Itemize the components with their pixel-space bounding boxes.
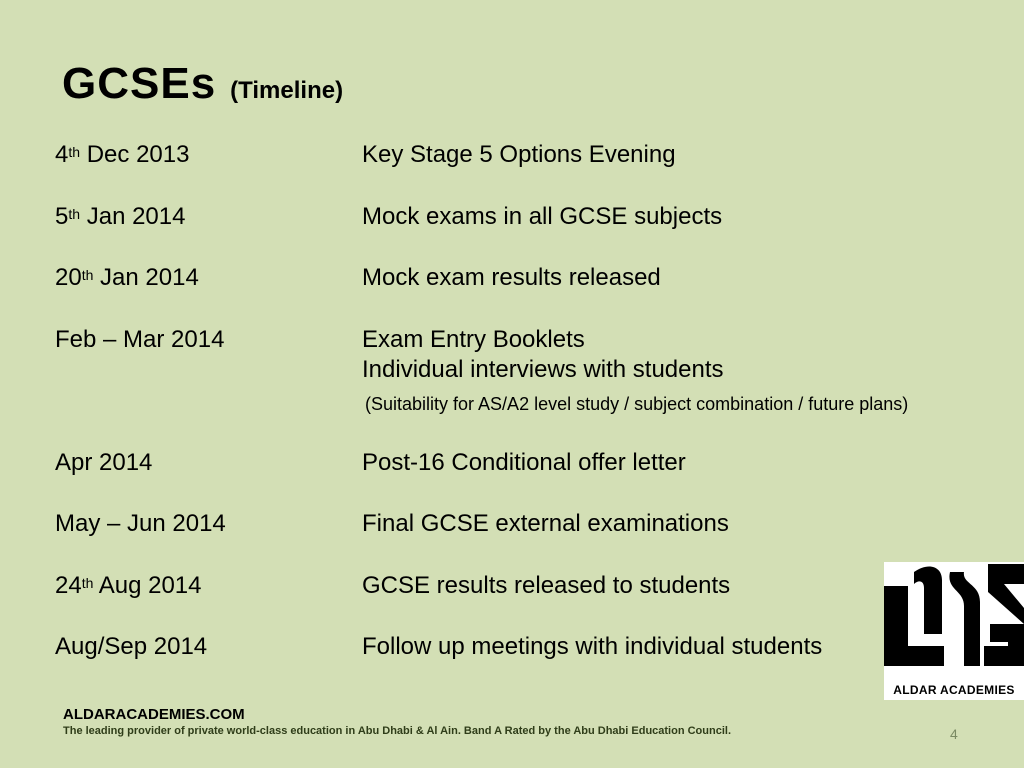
- timeline-date: Aug/Sep 2014: [55, 633, 208, 660]
- timeline-events: [362, 509, 729, 539]
- timeline-date: Feb – Mar 2014: [55, 326, 225, 353]
- timeline-note: (Suitability for AS/A2 level study / subject combination / future plans): [365, 394, 909, 414]
- timeline-events: [362, 325, 908, 417]
- timeline-event: GCSE results released to students: [362, 572, 731, 599]
- slide-title: [62, 59, 344, 108]
- timeline-events: [362, 448, 686, 478]
- timeline-events: [362, 202, 722, 232]
- timeline-event: Mock exams in all GCSE subjects: [362, 203, 723, 230]
- timeline-event: Key Stage 5 Options Evening: [362, 141, 676, 168]
- timeline-date: Apr 2014: [55, 449, 153, 476]
- aldar-academies-logo-icon: [884, 562, 1024, 680]
- timeline-event: Post-16 Conditional offer letter: [362, 449, 686, 476]
- footer-tagline: The leading provider of private world-class education in Abu Dhabi & Al Ain. Band A Rated by the Abu Dhabi Education Council.: [63, 725, 731, 737]
- title-subtitle: (Timeline): [230, 77, 344, 104]
- timeline-events: [362, 571, 730, 601]
- page-number: 4: [950, 726, 958, 742]
- timeline-date: 24th Aug 2014: [55, 572, 202, 599]
- timeline-events: [362, 140, 676, 170]
- timeline-event: Follow up meetings with individual students: [362, 633, 823, 660]
- timeline-event: Individual interviews with students: [362, 356, 724, 383]
- timeline-event: Final GCSE external examinations: [362, 510, 729, 537]
- aldar-academies-logo: [884, 562, 1024, 700]
- timeline-date: 5th Jan 2014: [55, 203, 186, 230]
- timeline-date: 4th Dec 2013: [55, 141, 190, 168]
- timeline-date: 20th Jan 2014: [55, 264, 199, 291]
- title-main: GCSEs: [62, 59, 217, 108]
- timeline-events: [362, 263, 661, 293]
- timeline-date: May – Jun 2014: [55, 510, 226, 537]
- footer-website: ALDARACADEMIES.COM: [63, 706, 245, 723]
- timeline-events: [362, 632, 822, 662]
- logo-text: ALDAR ACADEMIES: [893, 683, 1015, 697]
- timeline-event: Mock exam results released: [362, 264, 661, 291]
- timeline-event: Exam Entry Booklets: [362, 326, 585, 353]
